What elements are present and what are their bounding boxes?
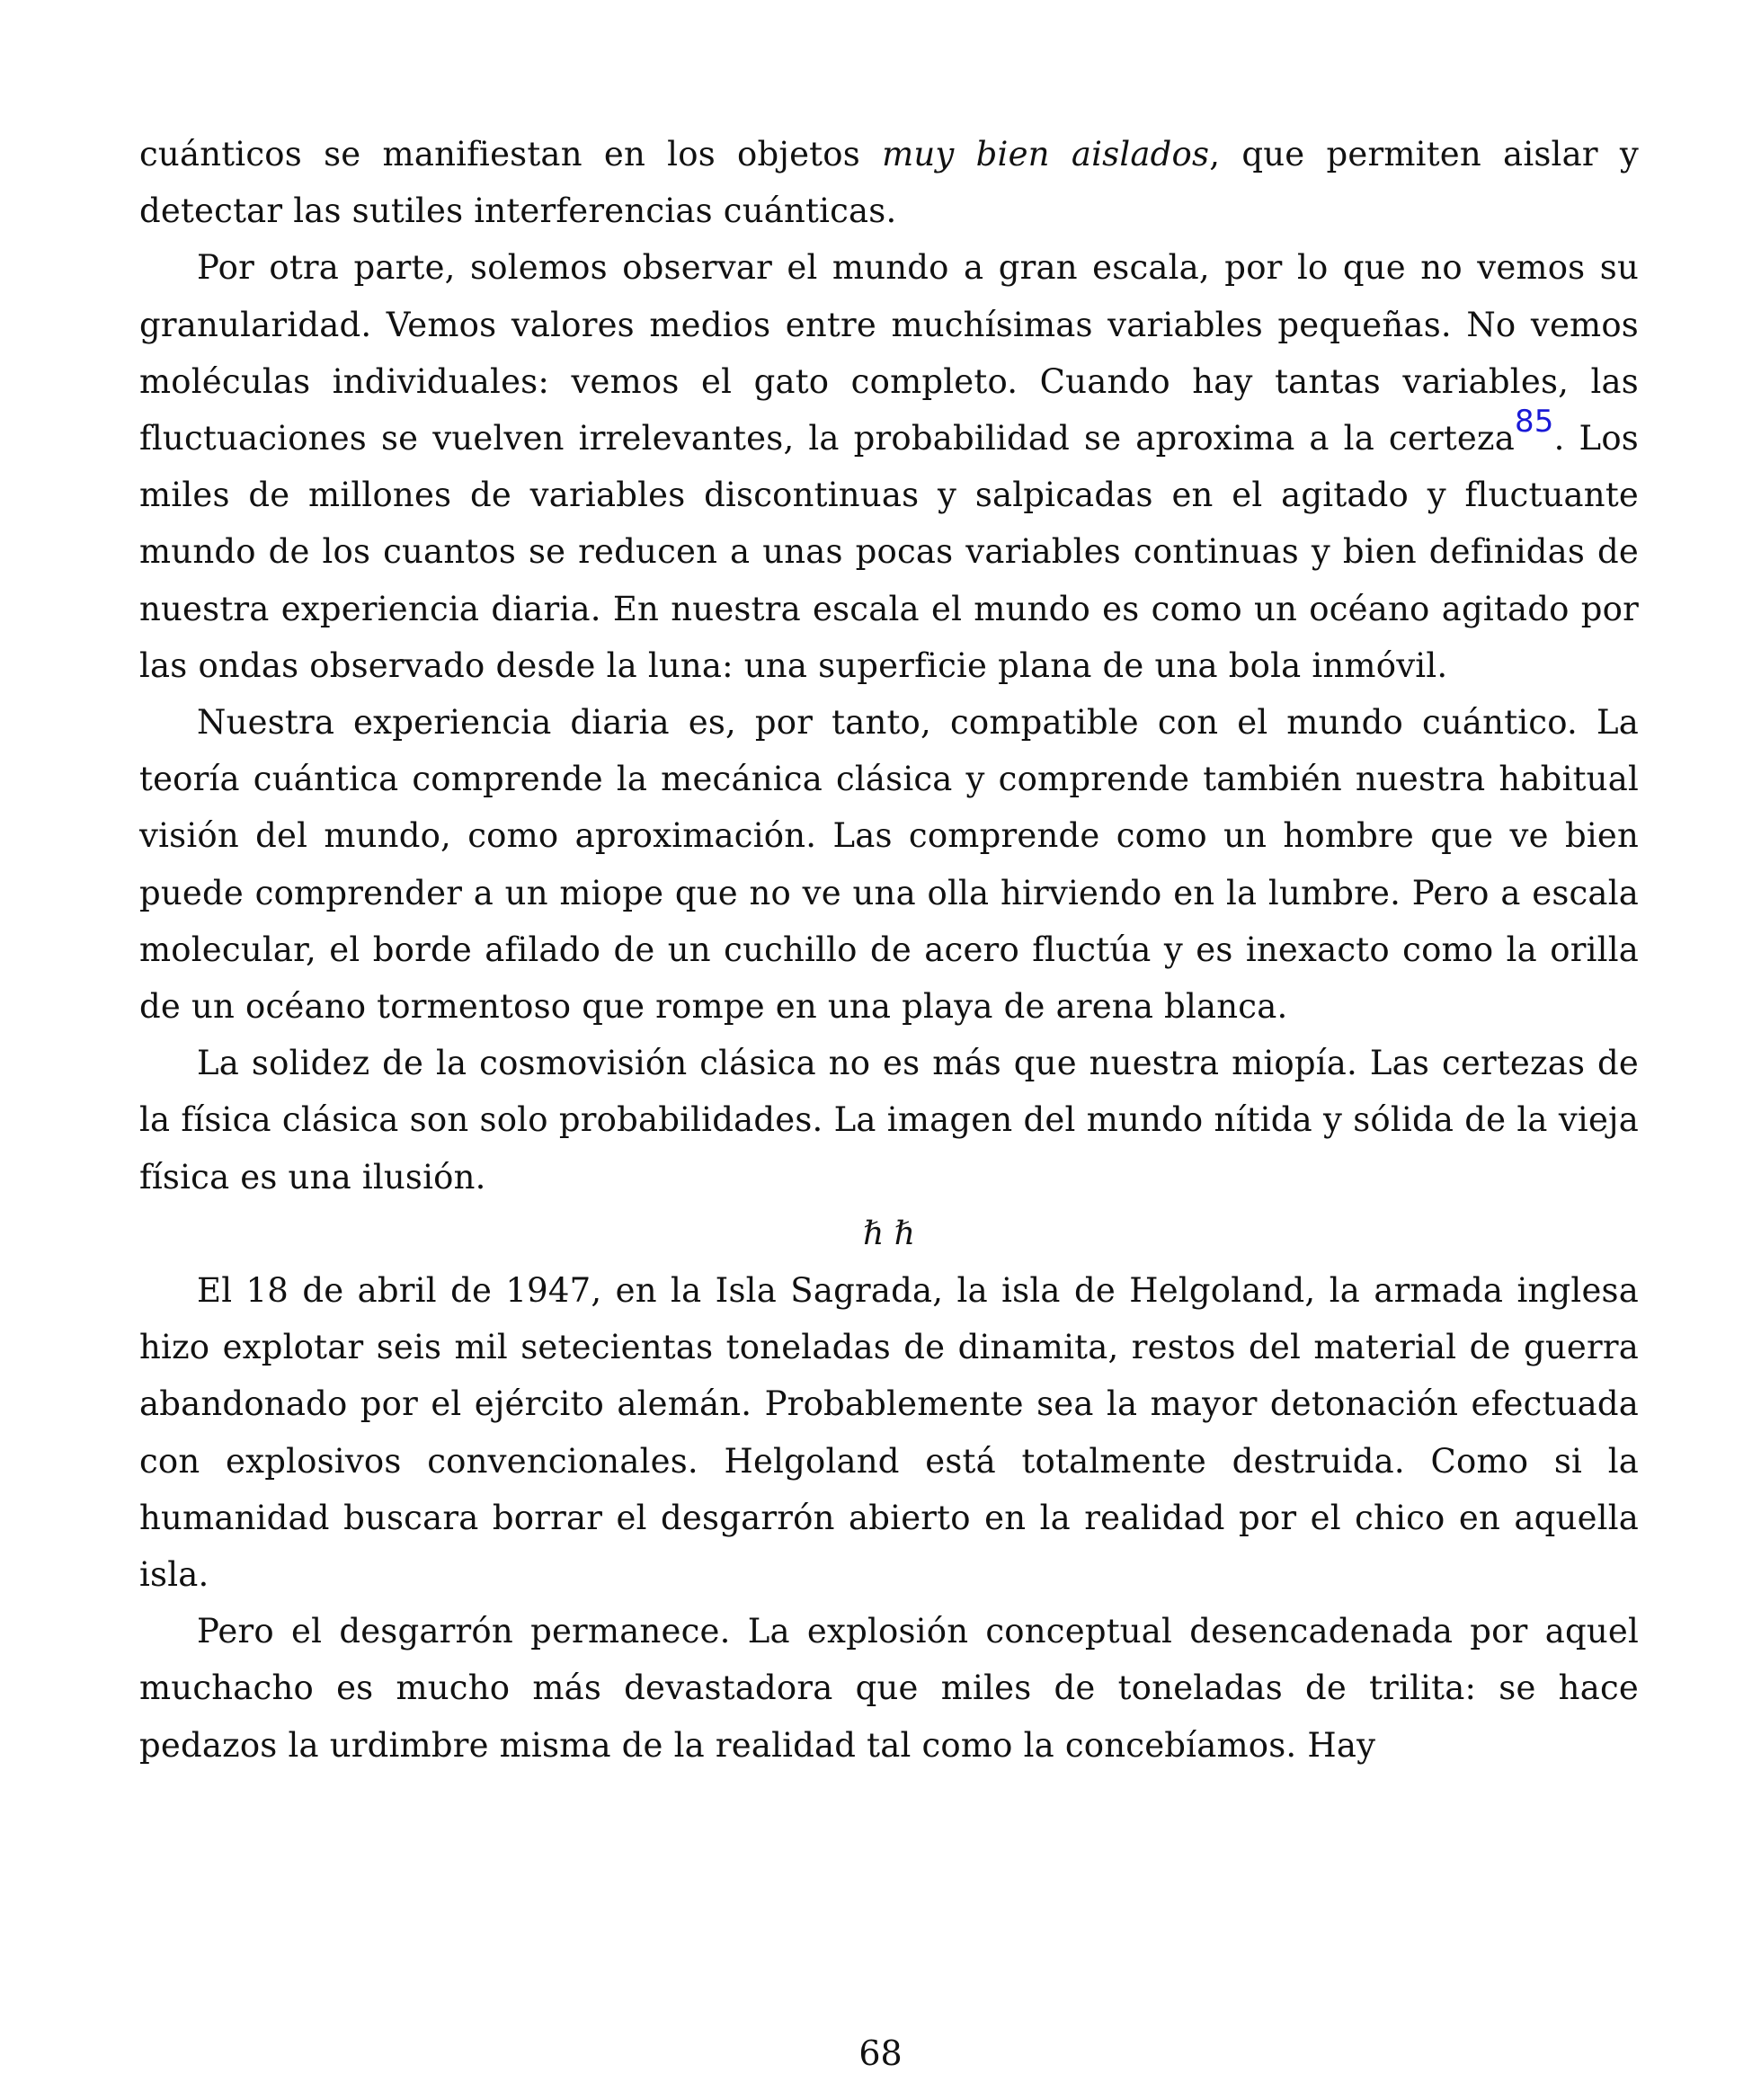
paragraph-2-text-a: Por otra parte, solemos observar el mundo a gran escala, por lo que no vemos su granularidad. Vemos valores medios entre muchísimas variables pequeñas. No vemos moléculas individuales: vemos el gato completo. Cuando hay tantas variables, las fluctuaciones se vuelven irrelevantes, la probabilidad se aproxima a la certeza bbox=[139, 248, 1639, 458]
paragraph-6: Pero el desgarrón permanece. La explosión conceptual desencadenada por aquel muchacho es mucho más devastadora que miles de toneladas de trilita: se hace pedazos la urdimbre misma de la realidad tal como la concebíamos. Hay bbox=[139, 1612, 1639, 1765]
paragraph-2-text-b: . Los miles de millones de variables discontinuas y salpicadas en el agitado y fluctuante mundo de los cuantos se reducen a unas pocas variables continuas y bien definidas de nuestra experiencia diaria. En nuestra escala el mundo es como un océano agitado por las ondas observado desde la luna: una superficie plana de una bola inmóvil. bbox=[139, 419, 1639, 685]
section-separator: ℏ ℏ bbox=[863, 1215, 915, 1252]
paragraph-1-emphasis: muy bien aislados bbox=[882, 135, 1210, 174]
page-number: 68 bbox=[858, 2033, 903, 2073]
paragraph-4: La solidez de la cosmovisión clásica no es más que nuestra miopía. Las certezas de la física clásica son solo probabilidades. La imagen del mundo nítida y sólida de la vieja física es una ilusión. bbox=[139, 1044, 1639, 1197]
page-body bbox=[139, 126, 1639, 1774]
paragraph-1-text-b: , que permiten aislar y detectar las sutiles interferencias cuánticas. bbox=[139, 135, 1639, 231]
paragraph-2 bbox=[139, 239, 1639, 694]
paragraph-1 bbox=[139, 126, 1639, 239]
paragraph-1-text-a: cuánticos se manifiestan en los objetos bbox=[139, 135, 883, 174]
footnote-link-85[interactable]: 85 bbox=[1514, 404, 1554, 440]
paragraph-3: Nuestra experiencia diaria es, por tanto, compatible con el mundo cuántico. La teoría cuántica comprende la mecánica clásica y comprende también nuestra habitual visión del mundo, como aproximación. Las comprende como un hombre que ve bien puede comprender a un miope que no ve una olla hirviendo en la lumbre. Pero a escala molecular, el borde afilado de un cuchillo de acero fluctúa y es inexacto como la orilla de un océano tormentoso que rompe en una playa de arena blanca. bbox=[139, 703, 1639, 1027]
paragraph-5: El 18 de abril de 1947, en la Isla Sagrada, la isla de Helgoland, la armada inglesa hizo explotar seis mil setecientas toneladas de dinamita, restos del material de guerra abandonado por el ejército alemán. Probablemente sea la mayor detonación efectuada con explosivos convencionales. Helgoland está totalmente destruida. Como si la humanidad buscara borrar el desgarrón abierto en la realidad por el chico en aquella isla. bbox=[139, 1271, 1639, 1595]
